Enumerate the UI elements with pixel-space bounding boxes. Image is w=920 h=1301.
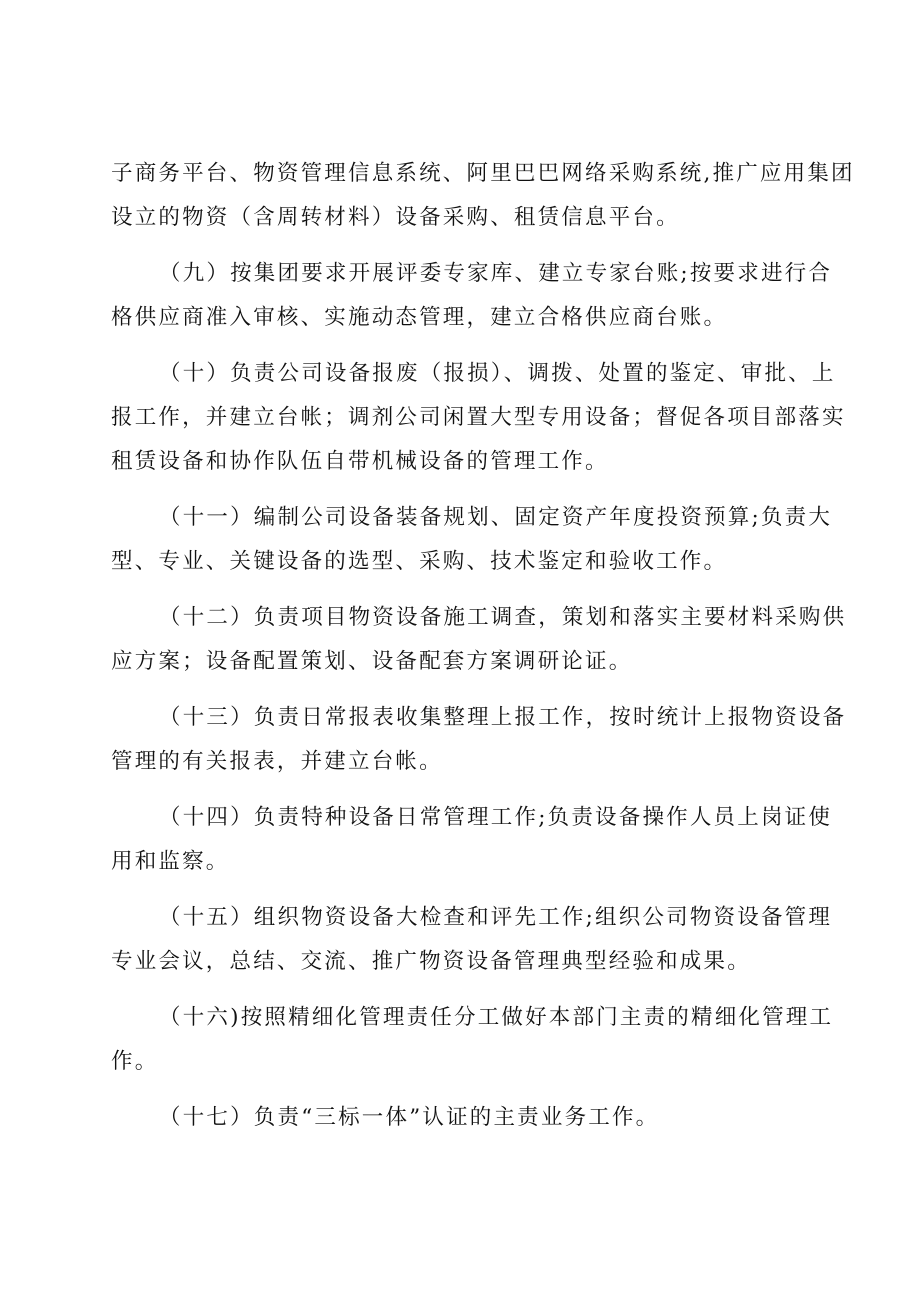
paragraph-12 <box>111 596 847 684</box>
paragraph-10 <box>111 352 846 484</box>
text-line: （十二）负责项目物资设备施工调查，策划和落实主要材料采购供 <box>159 605 847 630</box>
text-line: 专业会议，总结、交流、推广物资设备管理典型经验和成果。 <box>111 949 751 974</box>
text-line: 作。 <box>111 1049 159 1074</box>
text-line: 设立的物资（含周转材料）设备采购、租赁信息平台。 <box>111 205 680 230</box>
text-line: （十三）负责日常报表收集整理上报工作，按时统计上报物资设备 <box>159 705 847 730</box>
document-body <box>111 152 855 1152</box>
text-line: （十七）负责“三标一体”认证的主责业务工作。 <box>159 1105 660 1130</box>
paragraph-16 <box>111 996 833 1084</box>
text-line: 报工作，并建立台帐；调剂公司闲置大型专用设备；督促各项目部落实 <box>111 405 846 430</box>
text-line: （十）负责公司设备报废（报损）、调拨、处置的鉴定、审批、上 <box>159 361 836 386</box>
paragraph-13 <box>111 696 847 784</box>
text-line: 管理的有关报表，并建立台帐。 <box>111 749 443 774</box>
paragraph-9 <box>111 252 833 340</box>
text-line: 租赁设备和协作队伍自带机械设备的管理工作。 <box>111 449 609 474</box>
text-line: 应方案；设备配置策划、设备配套方案调研论证。 <box>111 649 633 674</box>
paragraph-15 <box>111 896 833 984</box>
text-line: （十四）负责特种设备日常管理工作;负责设备操作人员上岗证使 <box>159 805 833 830</box>
text-line: 子商务平台、物资管理信息系统、阿里巴巴网络采购系统,推广应用集团 <box>111 161 855 186</box>
paragraph-14 <box>111 796 833 884</box>
text-line: （十一）编制公司设备装备规划、固定资产年度投资预算;负责大 <box>159 505 833 530</box>
text-line: 用和监察。 <box>111 849 230 874</box>
paragraph-11 <box>111 496 833 584</box>
text-line: （十六)按照精细化管理责任分工做好本部门主责的精细化管理工 <box>159 1005 834 1030</box>
text-line: 型、专业、关键设备的选型、采购、技术鉴定和验收工作。 <box>111 549 728 574</box>
paragraph-8-continued <box>111 152 855 240</box>
text-line: （十五）组织物资设备大检查和评先工作;组织公司物资设备管理 <box>159 905 833 930</box>
text-line: 格供应商准入审核、实施动态管理，建立合格供应商台账。 <box>111 305 728 330</box>
paragraph-17 <box>111 1096 833 1140</box>
text-line: （九）按集团要求开展评委专家库、建立专家台账;按要求进行合 <box>159 261 833 286</box>
